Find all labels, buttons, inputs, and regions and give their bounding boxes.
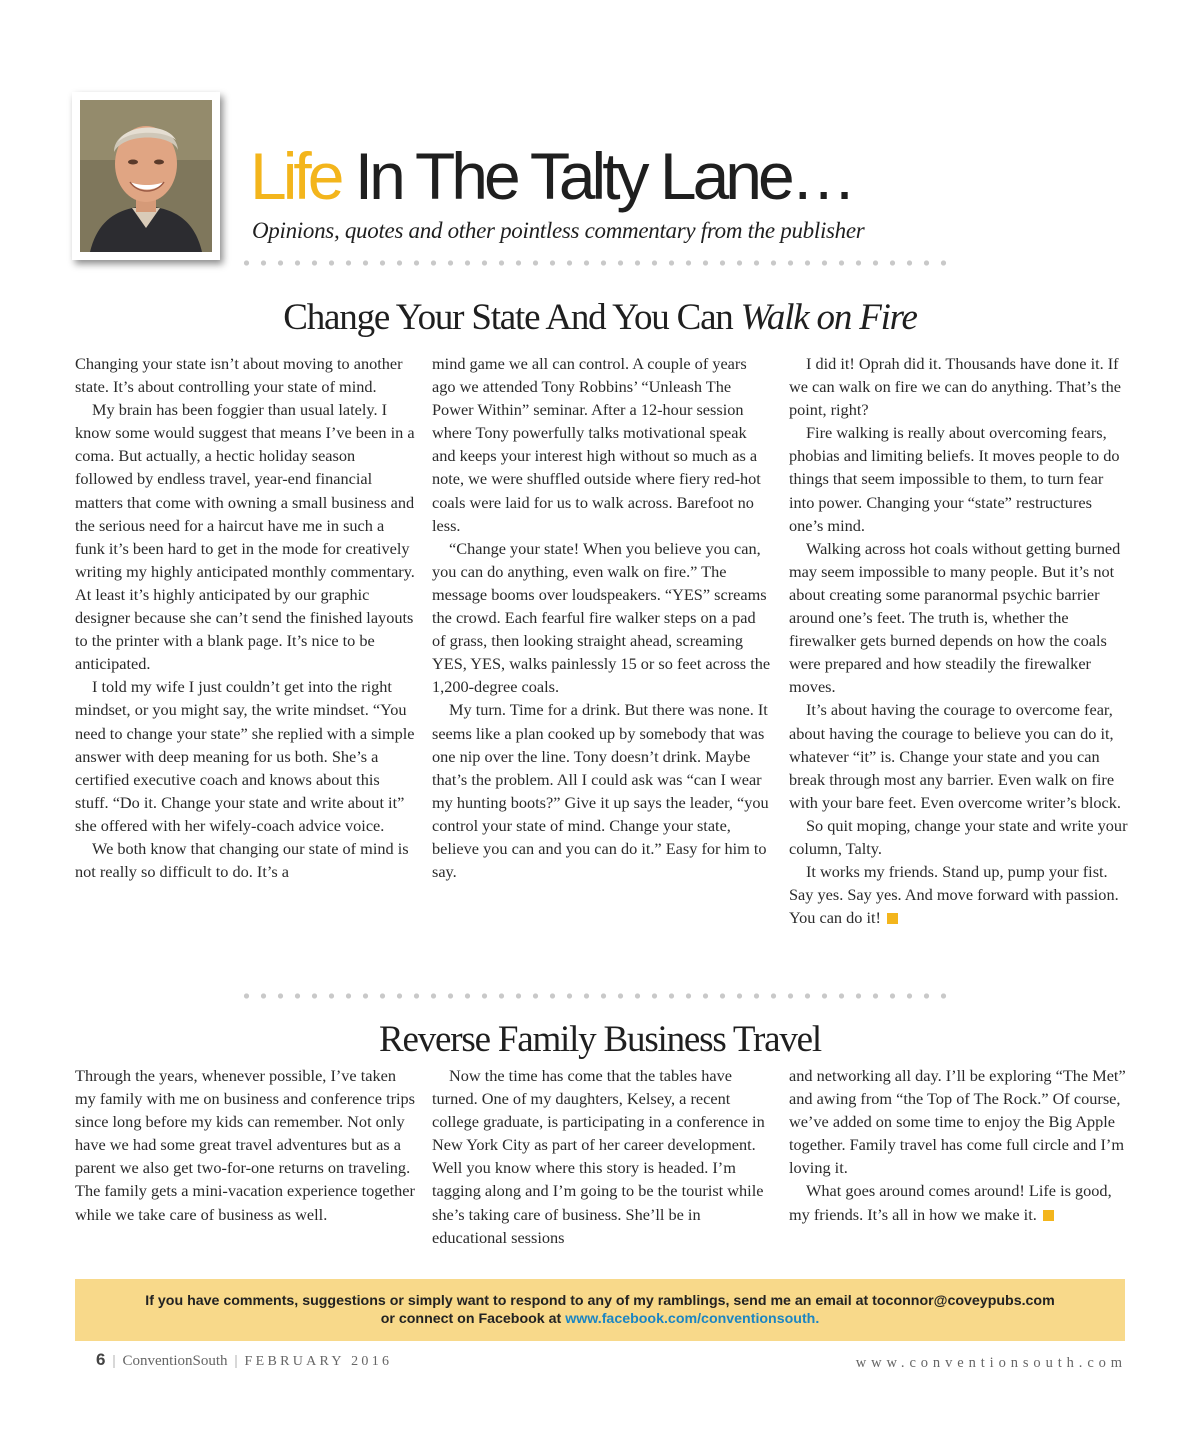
article-1-column-2	[432, 352, 772, 883]
column-masthead	[250, 136, 853, 216]
page-footer	[96, 1350, 392, 1370]
article-1-headline	[0, 296, 1200, 339]
paragraph: Through the years, whenever possible, I’ve taken my family with me on business and conference trips since long before my kids can remember. Not only have we had some great travel adventures but as a parent we also get two-for-one returns on traveling. The family gets a mini-vacation experience together while we take care of business as well.	[75, 1066, 416, 1224]
article-1-column-1	[75, 352, 415, 883]
paragraph-last	[789, 860, 1129, 929]
facebook-link[interactable]: www.facebook.com/conventionsouth.	[565, 1311, 820, 1327]
website-url[interactable]: www.conventionsouth.com	[855, 1355, 1127, 1371]
article-2-column-3	[789, 1064, 1129, 1226]
end-of-article-mark	[1043, 1210, 1054, 1221]
masthead-rest: In The Talty Lane…	[340, 139, 853, 213]
dotted-divider-middle	[238, 991, 952, 1001]
contact-line-2	[75, 1310, 1125, 1328]
paragraph: I told my wife I just couldn’t get into the right mindset, or you might say, the write mindset. “You need to change your state” she replied with a simple answer with deep meaning for us both. She’s a certified executive coach and knows about this stuff. “Do it. Change your state and write about it” she offered with her wifely-coach advice voice.	[75, 677, 415, 835]
footer-separator: |	[234, 1353, 238, 1369]
paragraph-text: It works my friends. Stand up, pump your fist. Say yes. Say yes. And move forward with passion. You can do it!	[789, 862, 1119, 928]
publisher-photo	[80, 100, 212, 252]
article-1-headline-italic: Walk on Fire	[740, 297, 917, 338]
contact-line-2-prefix: or connect on Facebook at	[380, 1311, 566, 1327]
paragraph: “Change your state! When you believe you can, you can do anything, even walk on fire.” The message booms over loudspeakers. “YES” screams the crowd. Each fearful fire walker steps on a pad of grass, then looking straight ahead, screaming YES, YES, walks painlessly 15 or so feet across the 1,200-degree coals.	[432, 538, 771, 697]
column-tagline: Opinions, quotes and other pointless commentary from the publisher	[252, 218, 865, 243]
publisher-portrait-image	[80, 100, 212, 252]
publisher-photo-frame	[72, 92, 220, 260]
paragraph: So quit moping, change your state and write your column, Talty.	[789, 815, 1128, 858]
article-1-headline-plain: Change Your State And You Can	[283, 297, 741, 338]
end-of-article-mark	[887, 913, 898, 924]
paragraph: We both know that changing our state of mind is not really so difficult to do. It’s a	[75, 838, 409, 882]
paragraph-last	[789, 1179, 1129, 1225]
masthead-highlight: Life	[250, 139, 341, 213]
article-1-column-3	[789, 352, 1129, 929]
paragraph-text: What goes around comes around! Life is good, my friends. It’s all in how we make it.	[789, 1181, 1112, 1224]
paragraph: Walking across hot coals without getting burned may seem impossible to many people. But it’s not about creating some paranormal psychic barrier around one’s feet. The truth is, whether the firewalker gets burned depends on how the coals were prepared and how steadily the firewalker moves.	[789, 538, 1121, 697]
paragraph: I did it! Oprah did it. Thousands have done it. If we can walk on fire we can do anything. That’s the point, right?	[789, 354, 1122, 420]
paragraph: My brain has been foggier than usual lately. I know some would suggest that means I’ve been in a coma. But actually, a hectic holiday season followed by endless travel, year-end financial matters that come with owning a small business and the serious need for a haircut have me in such a funk it’s been hard to get in the mode for creatively writing my highly anticipated monthly commentary. At least it’s highly anticipated by our graphic designer because she can’t send the finished layouts to the printer with a blank page. It’s nice to be anticipated.	[75, 400, 415, 674]
paragraph: It’s about having the courage to overcome fear, about having the courage to believe you can do it, whatever “it” is. Change your state and you can break through most any barrier. Even walk on fire with your bare feet. Even overcome writer’s block.	[789, 700, 1121, 812]
article-2-column-2	[432, 1064, 772, 1249]
dotted-divider-top	[238, 258, 952, 268]
paragraph: Now the time has come that the tables have turned. One of my daughters, Kelsey, a recent college graduate, is participating in a conference in New York City as part of her career development. Well you know where this story is headed. I’m tagging along and I’m going to be the tourist while she’s taking care of business. She’ll be in educational sessions	[432, 1066, 765, 1247]
paragraph: mind game we all can control. A couple of years ago we attended Tony Robbins’ “Unleash The Power Within” seminar. After a 12-hour session where Tony powerfully talks motivational speak and keeps your interest high without so much as a note, we were shuffled outside where fiery red-hot coals were laid for us to walk across. Barefoot no less.	[432, 354, 761, 535]
page-number: 6	[96, 1350, 106, 1369]
publication-name: ConventionSouth	[122, 1353, 228, 1369]
paragraph: Fire walking is really about overcoming fears, phobias and limiting beliefs. It moves people to do things that seem impossible to them, to turn fear into power. Changing your “state” restructures one’s mind.	[789, 423, 1120, 535]
paragraph: My turn. Time for a drink. But there was none. It seems like a plan cooked up by somebody that was one nip over the line. Tony doesn’t drink. Maybe that’s the problem. All I could ask was “can I wear my hunting boots?” Give it up says the leader, “you control your state of mind. Change your state, believe you can and you can do it.” Easy for him to say.	[432, 700, 769, 882]
issue-date: FEBRUARY 2016	[244, 1354, 393, 1369]
article-2-headline: Reverse Family Business Travel	[379, 1019, 821, 1060]
article-2-column-1	[75, 1064, 415, 1226]
paragraph: and networking all day. I’ll be exploring “The Met” and awing from “the Top of The Rock.” Of course, we’ve added on some time to enjoy the Big Apple together. Family travel has come full circle and I’m loving it.	[789, 1066, 1126, 1178]
paragraph: Changing your state isn’t about moving to another state. It’s about controlling your state of mind.	[75, 354, 403, 397]
contact-line-1: If you have comments, suggestions or simply want to respond to any of my ramblings, send me an email at toconnor@coveypubs.com	[145, 1293, 1055, 1309]
footer-separator: |	[112, 1353, 116, 1369]
contact-box	[75, 1279, 1125, 1341]
